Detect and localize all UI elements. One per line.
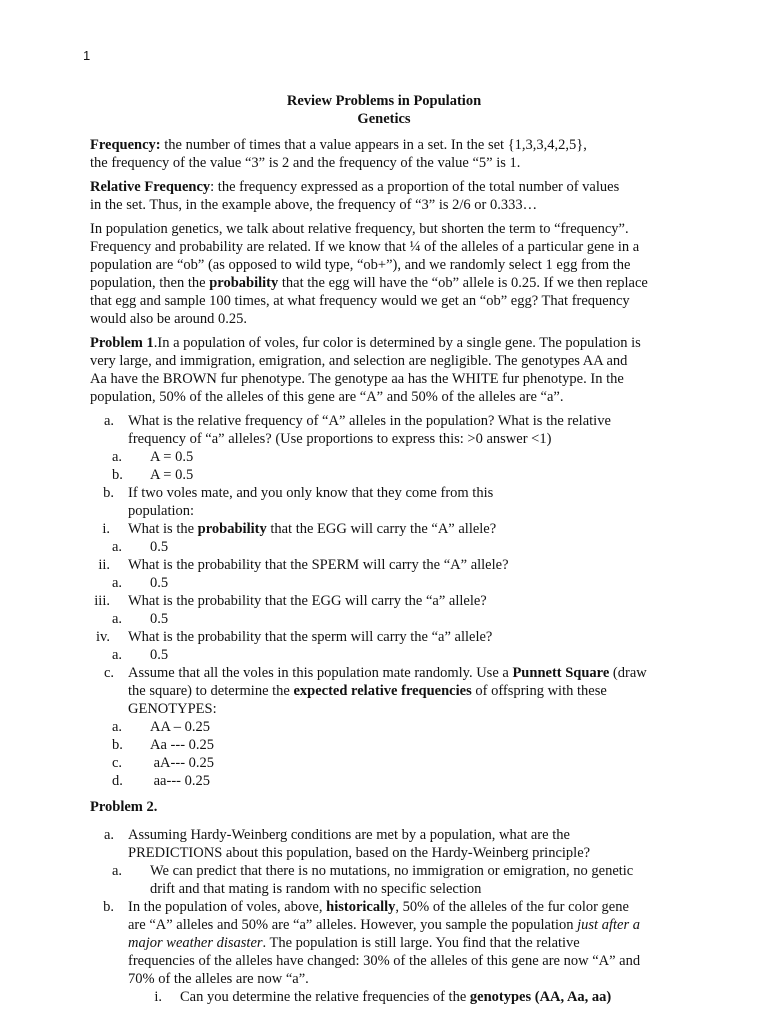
popgen-line-5: that egg and sample 100 times, at what frequency would we get an “ob” egg? That frequency	[90, 293, 630, 309]
problem-1-part-a	[90, 412, 678, 484]
popgen-line-3: population are “ob” (as opposed to wild type, “ob+”), and we randomly select 1 egg from the	[90, 257, 631, 273]
problem-1-part-c	[90, 664, 678, 790]
p2-part-a-line-1: Assuming Hardy-Weinberg conditions are met by a population, what are the	[128, 827, 570, 843]
p2-answer-line-1: We can predict that there is no mutations, no immigration or emigration, no genetic	[150, 863, 634, 879]
p2-part-bi-text: Can you determine the relative frequencies of the	[180, 989, 470, 1005]
historically-term: historically	[326, 899, 396, 915]
answer-text: 0.5	[150, 539, 169, 555]
problem-1-line-2: very large, and immigration, emigration, and selection are negligible. The genotypes AA and	[90, 353, 628, 369]
frequency-definition	[90, 136, 678, 172]
answer-text: 0.5	[150, 647, 169, 663]
problem-2	[90, 798, 678, 1006]
part-a-line-1: What is the relative frequency of “A” alleles in the population? What is the relative	[128, 413, 611, 429]
p2-part-b-line-1c: , 50% of the alleles of the fur color gene	[395, 899, 629, 915]
popgen-line-6: would also be around 0.25.	[90, 311, 248, 327]
list-marker: a.	[112, 575, 123, 591]
part-c-line-2c: of offspring with these	[471, 683, 607, 699]
problem-1-line-3: Aa have the BROWN fur phenotype. The genotype aa has the WHITE fur phenotype. In the	[90, 371, 624, 387]
roman-marker: iv.	[96, 629, 110, 645]
roman-marker: ii.	[98, 557, 110, 573]
probability-term: probability	[209, 275, 279, 291]
list-marker: b.	[112, 467, 123, 483]
title-line-2: Genetics	[357, 111, 411, 127]
title-line-1: Review Problems in Population	[286, 93, 482, 109]
problem-1-intro	[90, 334, 678, 406]
list-marker: b.	[103, 485, 114, 501]
genotype-answer: AA – 0.25	[150, 719, 211, 735]
problem-1-heading: Problem 1	[90, 335, 154, 351]
question-text: What is the probability that the sperm will carry the “a” allele?	[128, 629, 493, 645]
list-marker: a.	[112, 539, 123, 555]
page-number: 1	[83, 48, 91, 63]
p2-part-b-line-4: frequencies of the alleles have changed: 30% of the alleles of this gene are now “A” and	[128, 953, 641, 969]
part-c-line-1a: Assume that all the voles in this population mate randomly. Use a	[128, 665, 513, 681]
frequency-text-2: the frequency of the value “3” is 2 and the frequency of the value “5” is 1.	[90, 155, 521, 171]
list-marker: a.	[112, 863, 123, 879]
p2-part-b-line-3b: . The population is still large. You find that the relative	[262, 935, 580, 951]
roman-marker: iii.	[94, 593, 110, 609]
relative-frequency-term: Relative Frequency	[90, 179, 211, 195]
list-marker: c.	[103, 665, 114, 681]
answer-text: 0.5	[150, 611, 169, 627]
frequency-term: Frequency:	[90, 137, 161, 153]
part-c-line-2a: the square) to determine the	[128, 683, 294, 699]
answer-text: A = 0.5	[150, 449, 194, 465]
question-text: What is the probability that the SPERM will carry the “A” allele?	[128, 557, 509, 573]
popgen-line-1: In population genetics, we talk about relative frequency, but shorten the term to “frequency”.	[90, 221, 629, 237]
list-marker: a.	[112, 611, 123, 627]
relative-frequency-text-1: : the frequency expressed as a proportion of the total number of values	[210, 179, 620, 195]
genotype-answer: aA--- 0.25	[150, 755, 215, 771]
question-text: What is the	[128, 521, 198, 537]
list-marker: d.	[112, 773, 123, 789]
problem-1-line-1: .In a population of voles, fur color is determined by a single gene. The population is	[153, 335, 641, 351]
answer-text: A = 0.5	[150, 467, 194, 483]
p2-answer-line-2: drift and that mating is random with no specific selection	[150, 881, 482, 897]
page-title	[90, 92, 678, 128]
p2-part-b-line-5: 70% of the alleles are now “a”.	[128, 971, 309, 987]
part-b-line-1: If two voles mate, and you only know that they come from this	[128, 485, 494, 501]
p2-part-b-line-2a: are “A” alleles and 50% are “a” alleles. However, you sample the population	[128, 917, 578, 933]
expected-frequencies-term: expected relative frequencies	[293, 683, 472, 699]
relative-frequency-definition	[90, 178, 678, 214]
genotype-answer: Aa --- 0.25	[150, 737, 215, 753]
list-marker: a.	[112, 719, 123, 735]
genotypes-term: genotypes (AA, Aa, aa)	[469, 989, 612, 1005]
popgen-line-2: Frequency and probability are related. If we know that ¼ of the alleles of a particular gene in a	[90, 239, 640, 255]
list-marker: a.	[112, 647, 123, 663]
part-c-line-3: GENOTYPES:	[128, 701, 217, 717]
problem-1-part-b	[90, 484, 678, 664]
problem-1-line-4: population, 50% of the alleles of this gene are “A” and 50% of the alleles are “a”.	[90, 389, 564, 405]
question-text: What is the probability that the EGG will carry the “a” allele?	[128, 593, 487, 609]
frequency-text-1: the number of times that a value appears in a set. In the set {1,3,3,4,2,5},	[160, 137, 587, 153]
answer-text: 0.5	[150, 575, 169, 591]
list-marker: a.	[103, 827, 114, 843]
p2-part-a-line-2: PREDICTIONS about this population, based on the Hardy-Weinberg principle?	[128, 845, 591, 861]
population-genetics-paragraph	[90, 220, 678, 328]
problem-2-heading: Problem 2.	[90, 799, 158, 815]
document-body	[90, 92, 678, 1006]
list-marker: c.	[112, 755, 123, 771]
part-a-line-2: frequency of “a” alleles? (Use proportions to express this: >0 answer <1)	[128, 431, 552, 447]
popgen-line-4a: population, then the	[90, 275, 210, 291]
punnett-square-term: Punnett Square	[512, 665, 610, 681]
roman-marker: i.	[154, 989, 162, 1005]
roman-marker: i.	[102, 521, 110, 537]
question-bold: probability	[197, 521, 267, 537]
part-b-line-2: population:	[128, 503, 195, 519]
list-marker: a.	[103, 413, 114, 429]
genotype-answer: aa--- 0.25	[150, 773, 210, 789]
list-marker: a.	[112, 449, 123, 465]
list-marker: b.	[112, 737, 123, 753]
question-text-post: that the EGG will carry the “A” allele?	[266, 521, 497, 537]
list-marker: b.	[103, 899, 114, 915]
relative-frequency-text-2: in the set. Thus, in the example above, the frequency of “3” is 2/6 or 0.333…	[90, 197, 538, 213]
p2-part-b-italic-2: major weather disaster	[128, 935, 263, 951]
popgen-line-4c: that the egg will have the “ob” allele is 0.25. If we then replace	[278, 275, 648, 291]
p2-part-b-italic-1: just after a	[577, 917, 640, 933]
p2-part-b-line-1a: In the population of voles, above,	[128, 899, 327, 915]
part-c-line-1c: (draw	[609, 665, 647, 681]
